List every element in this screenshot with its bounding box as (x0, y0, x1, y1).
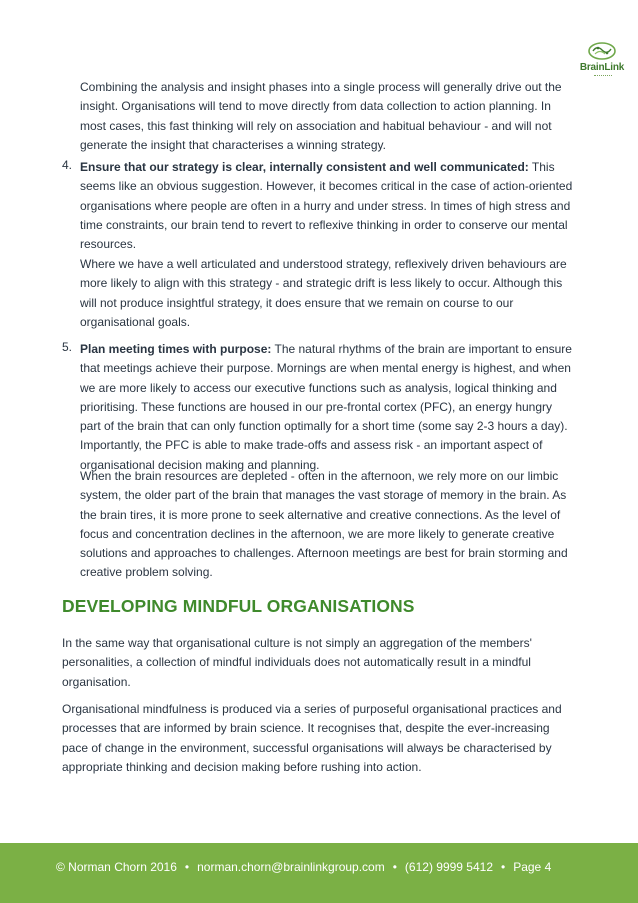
brain-icon (587, 41, 617, 61)
footer-bar (0, 843, 638, 903)
item-5-lead: Plan meeting times with purpose: (80, 342, 272, 356)
item-4-paragraph (80, 158, 576, 254)
footer-text (56, 860, 551, 874)
item-5-paragraph-2: When the brain resources are depleted - often in the afternoon, we rely more on our limbic system, the older part of the brain that manages the vast storage of memory in the brain. As the brain tires, it is more prone to seek alternative and creative connections. As the level of focus and concentration declines in the afternoon, we are more likely to generate creative solutions and approaches to challenges. Afternoon meetings are best for brain storming and creative problem solving. (80, 469, 568, 580)
intro-paragraph: Combining the analysis and insight phases into a single process will generally drive out the insight. Organisations will tend to move directly from data collection to action planning. In most cases, this fast thinking will rely on association and habitual behaviour - and will not generate the insight that characterises a winning strategy. (80, 80, 562, 152)
item-number-4: 4. (62, 158, 73, 172)
footer-phone: (612) 9999 5412 (404, 860, 493, 874)
footer-email-link[interactable]: norman.chorn@brainlinkgroup.com (197, 860, 385, 874)
logo-underline (594, 75, 612, 78)
footer-page-number: Page 4 (513, 860, 552, 874)
section-paragraph-1: In the same way that organisational culture is not simply an aggregation of the members' personalities, a collection of mindful individuals does not automatically result in a mindful organisation. (62, 636, 532, 689)
footer-copyright: © Norman Chorn 2016 (56, 860, 177, 874)
item-number-5: 5. (62, 340, 73, 354)
item-4-paragraph-2: Where we have a well articulated and understood strategy, reflexively driven behaviours are more likely to align with this strategy - and strategic drift is less likely to occur. Although this will not produce insightful strategy, it does ensure that we remain on course to our organisational goals. (80, 257, 567, 329)
section-heading: DEVELOPING MINDFUL ORGANISATIONS (62, 596, 415, 616)
footer-separator: • (184, 860, 190, 874)
item-4-text: This seems like an obvious suggestion. However, it becomes critical in the case of action-oriented organisations where people are often in a hurry and under stress. In times of high stress and time constraints, our brain tend to revert to reflexive thinking in order to conserve our mental resources. (80, 160, 573, 252)
logo-text: BrainLink (579, 62, 625, 73)
footer-separator: • (392, 860, 397, 874)
brainlink-logo (577, 41, 627, 81)
section-paragraph-2: Organisational mindfulness is produced via a series of purposeful organisational practices and processes that are informed by brain science. It recognises that, despite the ever-increasing pace of change in the environment, successful organisations will always be characterised by appropriate thinking and decision making before rushing into action. (62, 702, 562, 774)
footer-separator: • (501, 860, 506, 874)
item-5-text: The natural rhythms of the brain are important to ensure that meetings achieve their purpose. Mornings are when mental energy is highest, and when we are more likely to access our executive functions such as analysis, logical thinking and prioritising. These functions are housed in our pre-frontal cortex (PFC), an energy hungry part of the brain that can only function optimally for a short time (some say 2-3 hours a day). Importantly, the PFC is able to make trade-offs and assess risk - an important aspect of organisational decision making and planning. (80, 342, 572, 472)
item-5-paragraph (80, 340, 576, 475)
item-4-lead: Ensure that our strategy is clear, internally consistent and well communicated: (80, 160, 529, 174)
